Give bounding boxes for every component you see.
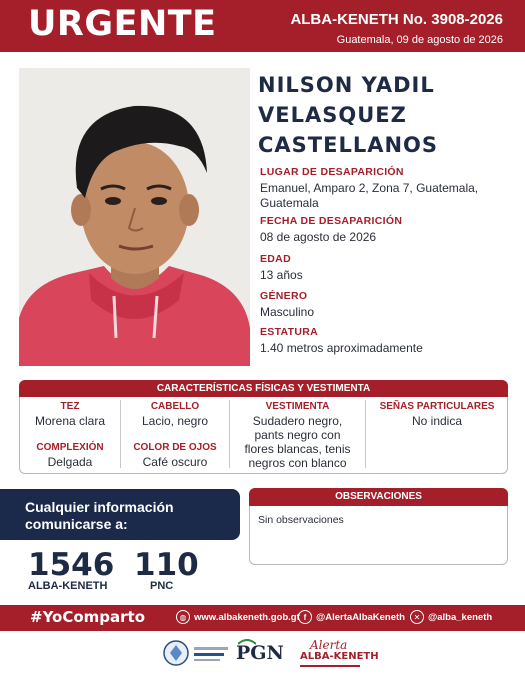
marks-field bbox=[366, 401, 508, 428]
gender-value: Masculino bbox=[260, 305, 315, 319]
urgent-title: URGENTE bbox=[28, 4, 217, 44]
marks-label: SEÑAS PARTICULARES bbox=[379, 401, 495, 412]
contact-banner bbox=[0, 489, 240, 540]
name-line: CASTELLANOS bbox=[258, 133, 439, 157]
facebook-icon: f bbox=[298, 610, 312, 624]
place-line: Guatemala bbox=[260, 196, 319, 210]
person-name bbox=[258, 70, 518, 160]
name-line: VELASQUEZ bbox=[258, 103, 407, 127]
tez-label: TEZ bbox=[60, 401, 80, 412]
x-link[interactable] bbox=[410, 610, 492, 624]
age-label: EDAD bbox=[260, 253, 291, 265]
place-label: LUGAR DE DESAPARICIÓN bbox=[260, 166, 404, 178]
header-bar bbox=[0, 0, 525, 52]
height-label: ESTATURA bbox=[260, 326, 319, 338]
pnc-phone[interactable]: 110 bbox=[134, 547, 199, 583]
alert-date: Guatemala, 09 de agosto de 2026 bbox=[336, 34, 503, 46]
hair-field bbox=[121, 401, 229, 428]
height-value: 1.40 metros aproximadamente bbox=[260, 341, 423, 355]
complexion-field bbox=[20, 442, 120, 469]
marks-value: No indica bbox=[411, 414, 463, 428]
alerta-script: Alerta bbox=[310, 638, 348, 652]
gender-label: GÉNERO bbox=[260, 290, 308, 302]
clothing-label: VESTIMENTA bbox=[265, 401, 330, 412]
eyes-label: COLOR DE OJOS bbox=[133, 442, 217, 453]
observations-text: Sin observaciones bbox=[258, 514, 344, 526]
alba-keneth-phone-label: ALBA-KENETH bbox=[28, 580, 108, 592]
pnc-phone-label: PNC bbox=[150, 580, 174, 592]
place-field bbox=[260, 166, 510, 211]
contact-line-1: Cualquier información bbox=[25, 499, 174, 515]
age-field bbox=[260, 253, 510, 283]
pgn-logo-text: PGN bbox=[236, 642, 284, 664]
footer-bar bbox=[0, 605, 525, 631]
contact-line-2: comunicarse a: bbox=[25, 516, 128, 532]
portrait-illustration bbox=[19, 68, 250, 366]
website-text: www.albakeneth.gob.gt bbox=[194, 611, 300, 623]
facebook-link[interactable] bbox=[298, 610, 405, 624]
coat-of-arms-logo bbox=[162, 637, 232, 669]
clothing-line: negros con blanco bbox=[248, 456, 347, 470]
tez-field bbox=[20, 401, 120, 428]
hair-label: CABELLO bbox=[150, 401, 200, 412]
x-icon: ✕ bbox=[410, 610, 424, 624]
eyes-field bbox=[121, 442, 229, 469]
clothing-line: pants negro con bbox=[254, 428, 341, 442]
missing-person-photo bbox=[19, 68, 250, 366]
clothing-value bbox=[230, 414, 365, 470]
clothing-line: Sudadero negro, bbox=[252, 414, 343, 428]
hair-value: Lacio, negro bbox=[141, 414, 209, 428]
globe-icon: ◍ bbox=[176, 610, 190, 624]
pgn-swoosh-icon bbox=[238, 636, 256, 646]
hashtag: #YoComparto bbox=[30, 608, 146, 626]
alert-number: ALBA-KENETH No. 3908-2026 bbox=[290, 11, 503, 28]
characteristics-title: CARACTERÍSTICAS FÍSICAS Y VESTIMENTA bbox=[19, 380, 508, 397]
eyes-value: Café oscuro bbox=[142, 455, 208, 469]
alerta-name: ALBA-KENETH bbox=[300, 651, 379, 662]
alerta-alba-keneth-logo bbox=[300, 639, 379, 667]
place-value bbox=[260, 181, 510, 211]
facebook-text: @AlertaAlbaKeneth bbox=[316, 611, 405, 623]
complexion-value: Delgada bbox=[47, 455, 93, 469]
clothing-field bbox=[230, 401, 365, 470]
date-label: FECHA DE DESAPARICIÓN bbox=[260, 215, 403, 227]
name-line: NILSON YADIL bbox=[258, 73, 435, 97]
tez-value: Morena clara bbox=[34, 414, 106, 428]
x-text: @alba_keneth bbox=[428, 611, 493, 623]
clothing-line: flores blancas, tenis bbox=[244, 442, 351, 456]
alerta-underline bbox=[300, 665, 360, 667]
age-value: 13 años bbox=[260, 268, 303, 282]
alba-keneth-phone[interactable]: 1546 bbox=[28, 547, 115, 583]
government-logo bbox=[162, 637, 232, 674]
pgn-logo bbox=[236, 642, 284, 664]
date-value: 08 de agosto de 2026 bbox=[260, 230, 377, 244]
height-field bbox=[260, 326, 510, 356]
place-line: Emanuel, Amparo 2, Zona 7, Guatemala, bbox=[260, 181, 479, 195]
complexion-label: COMPLEXIÓN bbox=[36, 442, 104, 453]
gender-field bbox=[260, 290, 510, 320]
website-link[interactable] bbox=[176, 610, 300, 624]
observations-title: OBSERVACIONES bbox=[249, 488, 508, 506]
date-field bbox=[260, 215, 510, 245]
